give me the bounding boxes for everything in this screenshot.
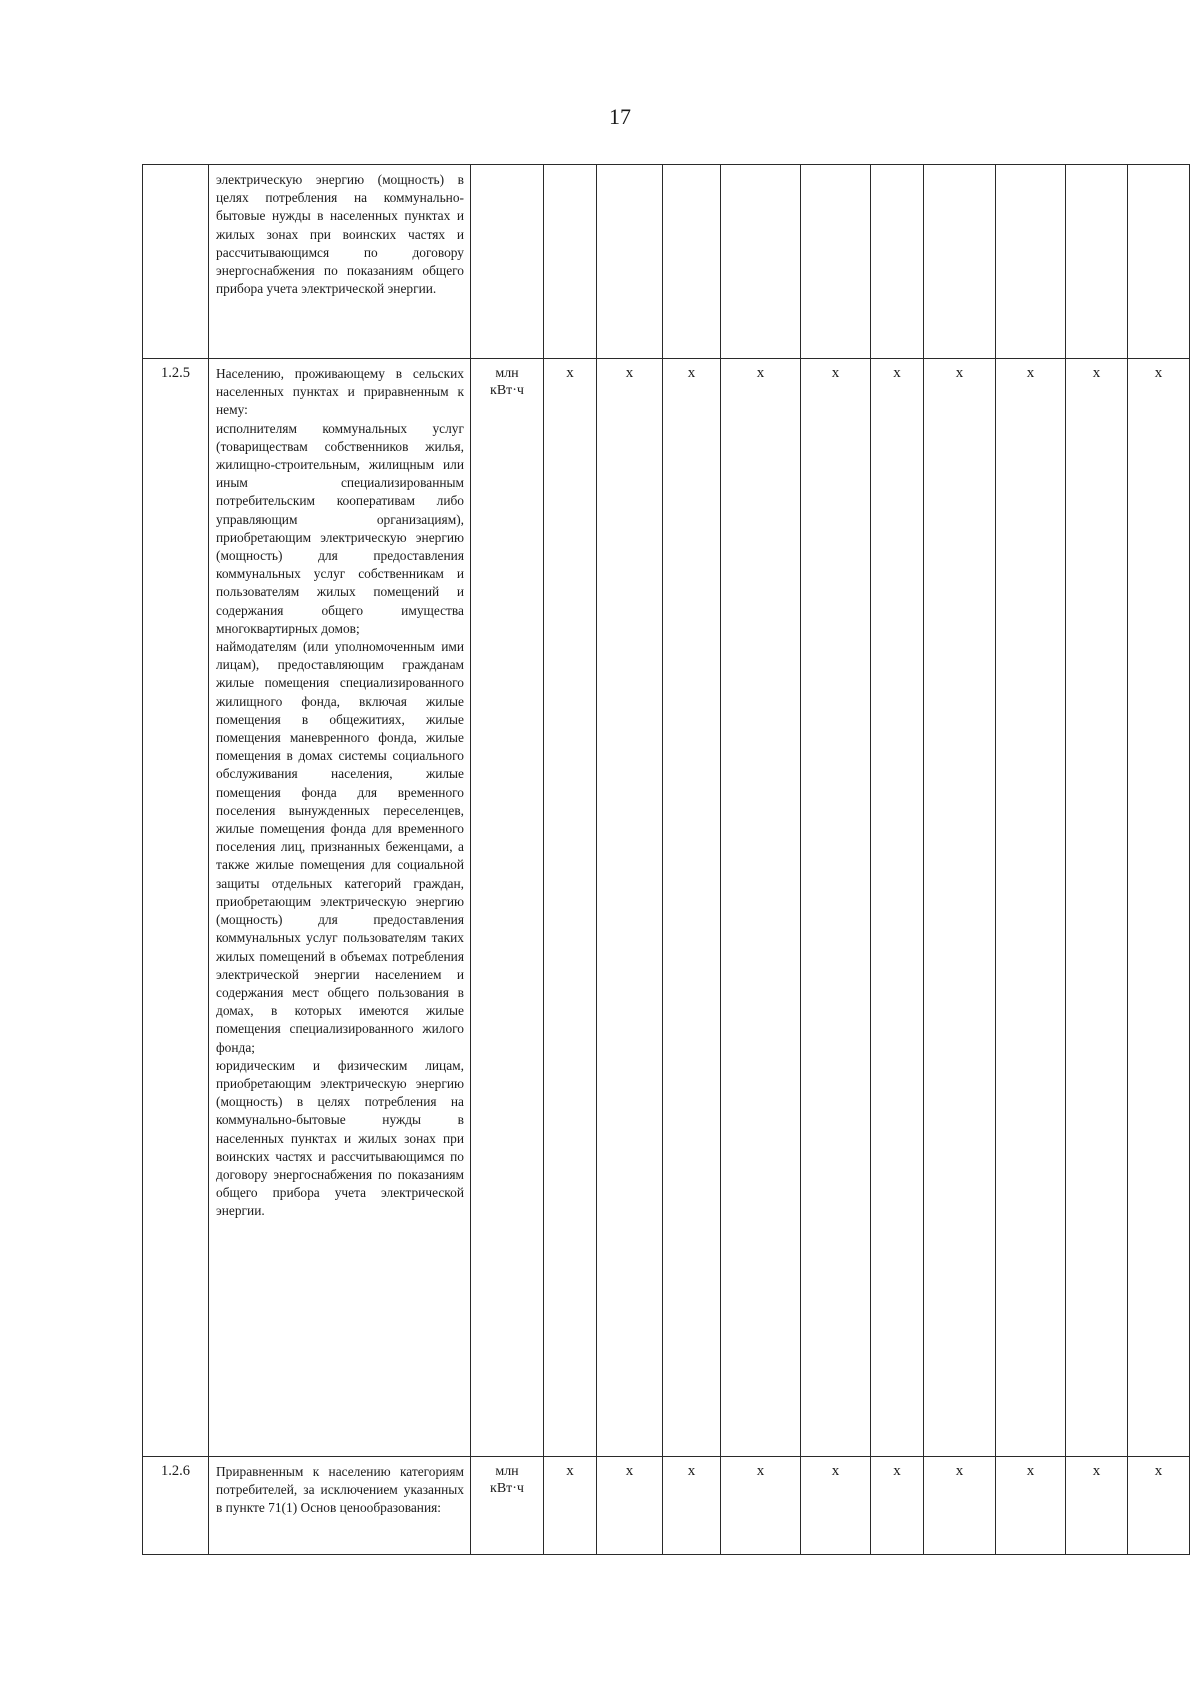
row-number: [143, 165, 209, 359]
row-number: 1.2.5: [143, 359, 209, 1457]
value-cell: х: [871, 1457, 924, 1555]
value-cell: х: [924, 359, 996, 1457]
value-cell: х: [721, 359, 801, 1457]
row-description: [209, 359, 471, 1457]
value-cell: [801, 165, 871, 359]
table-row-1-2-6: [143, 1457, 1190, 1555]
row-unit: млн кВт·ч: [471, 359, 544, 1457]
value-cell: х: [663, 359, 721, 1457]
row-unit: [471, 165, 544, 359]
row-number: 1.2.6: [143, 1457, 209, 1555]
value-cell: х: [801, 1457, 871, 1555]
value-cell: [597, 165, 663, 359]
value-cell: [721, 165, 801, 359]
value-cell: [996, 165, 1066, 359]
row-description-text: Населению, проживающему в сельских населенных пунктах и приравненным к нему: исполнителям коммунальных услуг (товариществам собственников жилья, жилищно-строительным, жилищным или иным специализированным потребительским кооперативам либо управляющим организациям), приобретающим электрическую энергию (мощность) для предоставления коммунальных услуг собственникам и пользователям жилых помещений и содержания общего имущества многоквартирных домов; наймодателям (или уполномоченным ими лицам), предоставляющим гражданам жилые помещения специализированного жилищного фонда, включая жилые помещения в общежитиях, жилые помещения маневренного фонда, жилые помещения в домах системы социального обслуживания населения, жилые помещения фонда для временного поселения вынужденных переселенцев, жилые помещения фонда для временного поселения лиц, признанных беженцами, а также жилые помещения для социальной защиты отдельных категорий граждан, приобретающим электрическую энергию (мощность) для предоставления коммунальных услуг пользователям таких жилых помещений в объемах потребления электрической энергии населением и содержания мест общего пользования в домах, в которых имеются жилые помещения специализированного жилого фонда; юридическим и физическим лицам, приобретающим электрическую энергию (мощность) в целях потребления на коммунально-бытовые нужды в населенных пунктах и жилых зонах при воинских частях и рассчитывающимся по договору энергоснабжения по показаниям общего прибора учета электрической энергии.: [216, 366, 464, 1219]
page-number: 17: [609, 104, 631, 129]
value-cell: х: [597, 1457, 663, 1555]
row-description-text: Приравненным к населению категориям потребителей, за исключением указанных в пункте 71(1) Основ ценообразования:: [216, 1464, 464, 1516]
row-unit: млн кВт·ч: [471, 1457, 544, 1555]
value-cell: х: [924, 1457, 996, 1555]
value-cell: [871, 165, 924, 359]
value-cell: [663, 165, 721, 359]
value-cell: [924, 165, 996, 359]
row-description-text: электрическую энергию (мощность) в целях потребления на коммунально-бытовые нужды в населенных пунктах и жилых зонах при воинских частях и рассчитывающимся по договору энергоснабжения по показаниям общего прибора учета электрической энергии.: [216, 172, 464, 297]
tariff-table: [142, 164, 1190, 1555]
value-cell: [1128, 165, 1190, 359]
row-description: [209, 1457, 471, 1555]
value-cell: х: [1128, 359, 1190, 1457]
value-cell: х: [1066, 359, 1128, 1457]
value-cell: х: [663, 1457, 721, 1555]
table-row-1-2-5: [143, 359, 1190, 1457]
value-cell: х: [1128, 1457, 1190, 1555]
value-cell: х: [721, 1457, 801, 1555]
value-cell: х: [544, 359, 597, 1457]
table-row-continuation: [143, 165, 1190, 359]
value-cell: [544, 165, 597, 359]
value-cell: х: [996, 1457, 1066, 1555]
value-cell: [1066, 165, 1128, 359]
value-cell: х: [996, 359, 1066, 1457]
value-cell: х: [871, 359, 924, 1457]
value-cell: х: [544, 1457, 597, 1555]
value-cell: х: [597, 359, 663, 1457]
value-cell: х: [801, 359, 871, 1457]
value-cell: х: [1066, 1457, 1128, 1555]
row-description: [209, 165, 471, 359]
